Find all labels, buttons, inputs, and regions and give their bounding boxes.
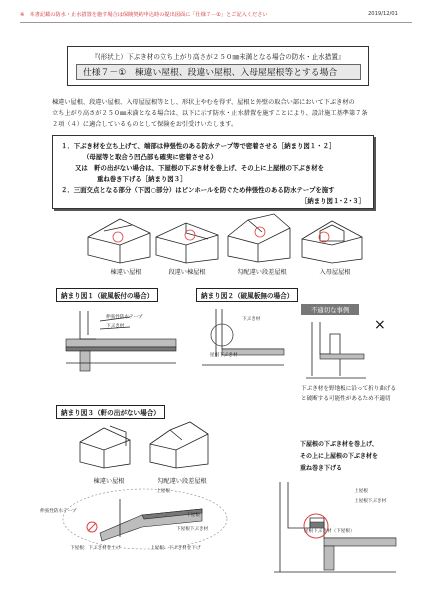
notes-box xyxy=(52,135,374,209)
detail3-label-roll-up: 下屋根：下ぶき材巻上げ xyxy=(70,546,121,551)
detail1-label-underlay: 下ぶき材 xyxy=(106,324,125,329)
detail3-type-label: 棟違い屋根 xyxy=(93,478,125,485)
inappropriate-drawing xyxy=(300,318,370,380)
header-date: 2019/12/01 xyxy=(368,11,398,17)
tape-marker-slash xyxy=(88,523,96,531)
title-subtitle: 『(形状上）下ぶき材の立ち上がり高さが２５０㎜未満となる場合の防水・止水措置』 xyxy=(91,53,345,61)
detail3-roof-2 xyxy=(146,418,214,470)
detail3-right-label-1: 上屋根 xyxy=(354,489,368,494)
roof-type-label: 入母屋屋根 xyxy=(319,269,351,276)
detail3-right-label-3: 屋根下ぶき材（下屋根） xyxy=(304,529,355,534)
detail3-callout-3: 重ね巻き下げる xyxy=(300,465,343,472)
roof-type-label: 棟違い屋根 xyxy=(110,269,142,276)
junction-marker xyxy=(113,232,123,242)
detail1-title: 納まり図１（破風板付の場合） xyxy=(56,288,158,302)
detail2-label-main: 下ぶき材 xyxy=(242,317,261,322)
inappropriate-example-label: 不適切な事例 xyxy=(301,304,359,315)
intro-line: ２項（４）に適合しているものとして保険をお引受けいたします。 xyxy=(52,121,238,128)
roof-illustration-2 xyxy=(150,215,225,265)
inappropriate-note-1: 下ぶき材を野地板に沿って折り曲げる xyxy=(301,386,397,392)
intro-paragraph xyxy=(52,97,392,130)
detail3-label-tape: 伸張性防水テープ xyxy=(40,509,77,514)
detail1-label-tape: 伸張性防水テープ xyxy=(106,315,143,320)
note-1c: 又は 軒の出がない場合は、下屋根の下ぶき材を巻上げ、その上に上屋根の下ぶき材を xyxy=(75,164,324,172)
inappropriate-note-2: と破断する可能性があるため不適切 xyxy=(301,396,391,402)
roof-illustration-4 xyxy=(298,215,368,265)
detail3-label-upper: 上屋根 xyxy=(156,489,170,494)
title-box xyxy=(67,46,369,86)
junction-marker xyxy=(319,232,329,242)
detail3-type-label: 勾配違い段差屋根 xyxy=(157,478,207,485)
intro-line: 棟違い屋根、段違い屋根、入母屋屋根等とし、形状上やむを得ず、屋根と外壁の取合い部において下ぶき材の xyxy=(52,99,355,106)
roof-illustration-1 xyxy=(80,215,160,265)
note-1a: １．下ぶき材を立ち上げて、端部は伸張性のある防水テープ等で密着させる［納まり図１・２］ xyxy=(61,142,336,150)
detail3-roof-1 xyxy=(76,422,138,470)
note-2b: ［納まり図１･２･３］ xyxy=(301,197,365,205)
header-divider xyxy=(20,22,412,23)
detail3-label-lower: 下屋根 xyxy=(186,513,200,518)
junction-marker xyxy=(255,227,265,237)
detail3-title: 納まり図３（軒の出がない場合） xyxy=(56,405,165,419)
note-2a: ２．三面交点となる部分（下図○部分）はピンホールを防ぐため伸張性のある防水テープを施す xyxy=(61,186,335,194)
roof-type-label: 段違い棟屋根 xyxy=(168,269,206,276)
note-1b: （母屋等と取合う凹凸部も確実に密着させる） xyxy=(83,153,218,161)
detail3-label-lower-underlay: 下屋根下ぶき材 xyxy=(176,527,209,532)
detail2-title: 納まり図２（破風板無の場合） xyxy=(196,288,298,302)
detail2-label-side: 屋根下ぶき材 xyxy=(210,353,238,358)
detail3-label-roll-down: 上屋根：下ぶき材巻下げ xyxy=(150,546,201,551)
note-1d: 重ね巻き下げる［納まり図３］ xyxy=(97,175,187,183)
detail3-right-label-2: 上屋根下ぶき材 xyxy=(354,499,387,504)
detail3-callout-1: 下屋根の下ぶき材を巻上げ、 xyxy=(300,441,378,448)
roof-illustration-3 xyxy=(218,210,298,265)
detail3-callout-2: その上に上屋根の下ぶき材を xyxy=(300,453,379,460)
intro-line: 立ち上がり高さが２５０㎜未満となる場合は、以下に示す防水・止水措置を施すことにより、設計施工基準第７条 xyxy=(52,110,368,117)
spec-title: 仕様７－① 棟違い屋根、段違い屋根、入母屋屋根等とする場合 xyxy=(76,64,361,80)
detail3-enlarged-drawing xyxy=(60,487,230,552)
header-notice: ※ 本書記載の防水・止水措置を施す場合は保険契約申込時の提出図面に「仕様７－①」とご記入ください xyxy=(20,12,268,18)
cross-mark-icon: × xyxy=(374,317,386,333)
roof-type-label: 勾配違い段差屋根 xyxy=(237,269,287,276)
